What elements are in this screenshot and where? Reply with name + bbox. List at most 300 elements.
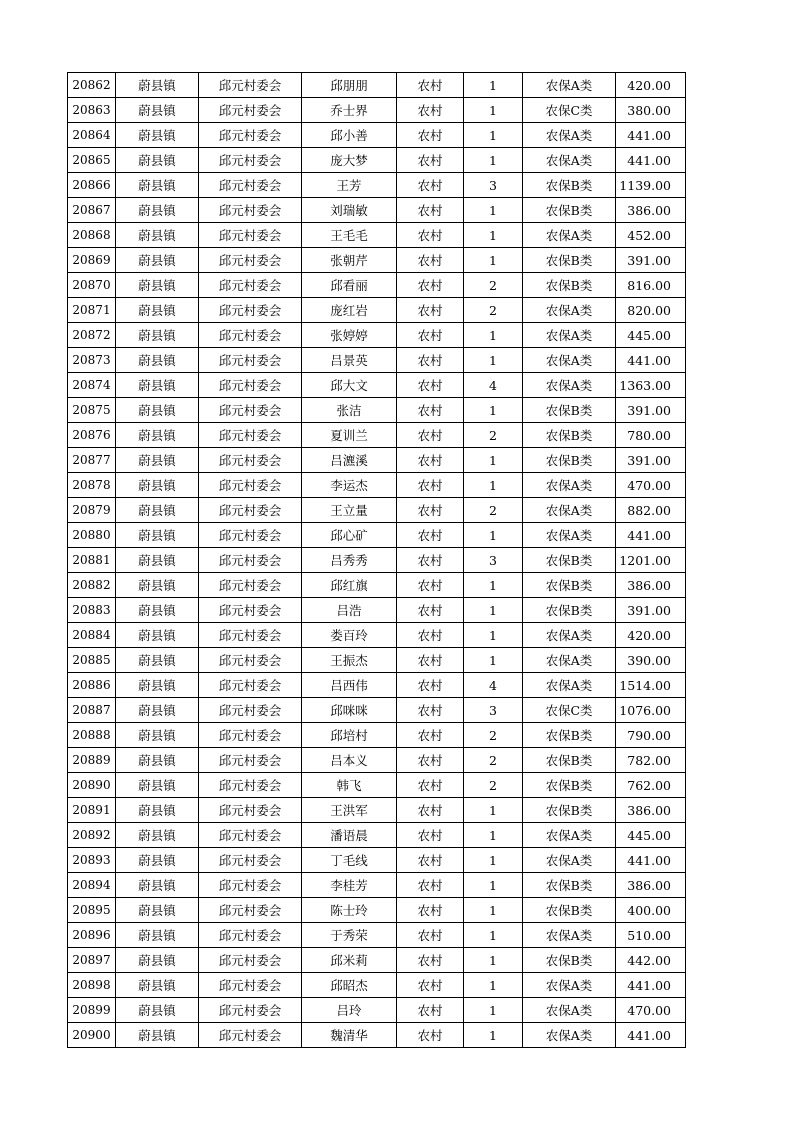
area-type-cell: 农村 [397, 498, 464, 523]
amount-cell: 780.00 [616, 423, 686, 448]
person-count-cell: 1 [464, 523, 523, 548]
amount-cell: 390.00 [616, 648, 686, 673]
person-name-cell: 夏训兰 [302, 423, 397, 448]
amount-cell: 782.00 [616, 748, 686, 773]
area-type-cell: 农村 [397, 348, 464, 373]
village-committee-cell: 邱元村委会 [199, 623, 302, 648]
person-count-cell: 1 [464, 73, 523, 98]
town-cell: 蔚县镇 [116, 448, 199, 473]
person-count-cell: 3 [464, 698, 523, 723]
record-id-cell: 20891 [68, 798, 116, 823]
insurance-category-cell: 农保B类 [523, 273, 616, 298]
area-type-cell: 农村 [397, 98, 464, 123]
person-name-cell: 王芳 [302, 173, 397, 198]
amount-cell: 442.00 [616, 948, 686, 973]
area-type-cell: 农村 [397, 248, 464, 273]
village-committee-cell: 邱元村委会 [199, 223, 302, 248]
person-name-cell: 李桂芳 [302, 873, 397, 898]
person-count-cell: 1 [464, 948, 523, 973]
amount-cell: 441.00 [616, 123, 686, 148]
area-type-cell: 农村 [397, 698, 464, 723]
person-name-cell: 乔士界 [302, 98, 397, 123]
record-id-cell: 20887 [68, 698, 116, 723]
village-committee-cell: 邱元村委会 [199, 948, 302, 973]
area-type-cell: 农村 [397, 423, 464, 448]
amount-cell: 386.00 [616, 573, 686, 598]
person-count-cell: 1 [464, 798, 523, 823]
insurance-category-cell: 农保B类 [523, 798, 616, 823]
record-id-cell: 20862 [68, 73, 116, 98]
village-committee-cell: 邱元村委会 [199, 423, 302, 448]
insurance-category-cell: 农保B类 [523, 448, 616, 473]
table-row [68, 998, 686, 1023]
insurance-category-cell: 农保B类 [523, 898, 616, 923]
person-name-cell: 王振杰 [302, 648, 397, 673]
village-committee-cell: 邱元村委会 [199, 823, 302, 848]
person-name-cell: 吕本义 [302, 748, 397, 773]
table-row [68, 723, 686, 748]
insurance-category-cell: 农保A类 [523, 848, 616, 873]
amount-cell: 391.00 [616, 248, 686, 273]
village-committee-cell: 邱元村委会 [199, 148, 302, 173]
town-cell: 蔚县镇 [116, 1023, 199, 1048]
town-cell: 蔚县镇 [116, 198, 199, 223]
area-type-cell: 农村 [397, 73, 464, 98]
person-name-cell: 张婷婷 [302, 323, 397, 348]
person-count-cell: 1 [464, 873, 523, 898]
record-id-cell: 20885 [68, 648, 116, 673]
record-id-cell: 20864 [68, 123, 116, 148]
village-committee-cell: 邱元村委会 [199, 248, 302, 273]
person-count-cell: 1 [464, 973, 523, 998]
record-id-cell: 20866 [68, 173, 116, 198]
table-row [68, 148, 686, 173]
record-id-cell: 20889 [68, 748, 116, 773]
village-committee-cell: 邱元村委会 [199, 73, 302, 98]
insurance-category-cell: 农保B类 [523, 173, 616, 198]
table-row [68, 548, 686, 573]
amount-cell: 1363.00 [616, 373, 686, 398]
village-committee-cell: 邱元村委会 [199, 748, 302, 773]
town-cell: 蔚县镇 [116, 73, 199, 98]
person-name-cell: 吕玲 [302, 998, 397, 1023]
town-cell: 蔚县镇 [116, 498, 199, 523]
record-id-cell: 20893 [68, 848, 116, 873]
person-count-cell: 1 [464, 573, 523, 598]
person-name-cell: 王立量 [302, 498, 397, 523]
person-count-cell: 1 [464, 98, 523, 123]
person-count-cell: 1 [464, 348, 523, 373]
amount-cell: 386.00 [616, 198, 686, 223]
village-committee-cell: 邱元村委会 [199, 448, 302, 473]
village-committee-cell: 邱元村委会 [199, 498, 302, 523]
person-count-cell: 1 [464, 248, 523, 273]
amount-cell: 441.00 [616, 148, 686, 173]
person-name-cell: 邱红旗 [302, 573, 397, 598]
area-type-cell: 农村 [397, 373, 464, 398]
village-committee-cell: 邱元村委会 [199, 848, 302, 873]
record-id-cell: 20896 [68, 923, 116, 948]
person-name-cell: 王洪军 [302, 798, 397, 823]
insurance-category-cell: 农保A类 [523, 373, 616, 398]
record-id-cell: 20895 [68, 898, 116, 923]
amount-cell: 820.00 [616, 298, 686, 323]
amount-cell: 470.00 [616, 473, 686, 498]
person-name-cell: 张朝芹 [302, 248, 397, 273]
amount-cell: 816.00 [616, 273, 686, 298]
record-id-cell: 20879 [68, 498, 116, 523]
person-count-cell: 1 [464, 623, 523, 648]
village-committee-cell: 邱元村委会 [199, 548, 302, 573]
amount-cell: 510.00 [616, 923, 686, 948]
insurance-category-cell: 农保A类 [523, 223, 616, 248]
area-type-cell: 农村 [397, 798, 464, 823]
amount-cell: 441.00 [616, 348, 686, 373]
amount-cell: 441.00 [616, 1023, 686, 1048]
table-row [68, 748, 686, 773]
amount-cell: 452.00 [616, 223, 686, 248]
insurance-category-cell: 农保B类 [523, 423, 616, 448]
table-row [68, 223, 686, 248]
record-id-cell: 20877 [68, 448, 116, 473]
record-id-cell: 20883 [68, 598, 116, 623]
table-row [68, 98, 686, 123]
town-cell: 蔚县镇 [116, 673, 199, 698]
table-row [68, 73, 686, 98]
area-type-cell: 农村 [397, 148, 464, 173]
village-committee-cell: 邱元村委会 [199, 773, 302, 798]
person-name-cell: 邱看丽 [302, 273, 397, 298]
person-count-cell: 1 [464, 598, 523, 623]
amount-cell: 445.00 [616, 323, 686, 348]
insurance-category-cell: 农保A类 [523, 323, 616, 348]
person-count-cell: 2 [464, 298, 523, 323]
person-count-cell: 1 [464, 998, 523, 1023]
record-id-cell: 20899 [68, 998, 116, 1023]
record-id-cell: 20867 [68, 198, 116, 223]
amount-cell: 790.00 [616, 723, 686, 748]
village-committee-cell: 邱元村委会 [199, 373, 302, 398]
village-committee-cell: 邱元村委会 [199, 173, 302, 198]
area-type-cell: 农村 [397, 323, 464, 348]
person-count-cell: 1 [464, 898, 523, 923]
insurance-category-cell: 农保B类 [523, 598, 616, 623]
insurance-category-cell: 农保A类 [523, 1023, 616, 1048]
person-count-cell: 3 [464, 548, 523, 573]
town-cell: 蔚县镇 [116, 723, 199, 748]
person-count-cell: 1 [464, 398, 523, 423]
record-id-cell: 20870 [68, 273, 116, 298]
table-row [68, 323, 686, 348]
insurance-category-cell: 农保B类 [523, 773, 616, 798]
insurance-category-cell: 农保B类 [523, 873, 616, 898]
town-cell: 蔚县镇 [116, 773, 199, 798]
village-committee-cell: 邱元村委会 [199, 698, 302, 723]
amount-cell: 441.00 [616, 848, 686, 873]
area-type-cell: 农村 [397, 998, 464, 1023]
town-cell: 蔚县镇 [116, 823, 199, 848]
town-cell: 蔚县镇 [116, 898, 199, 923]
table-row [68, 248, 686, 273]
record-id-cell: 20881 [68, 548, 116, 573]
village-committee-cell: 邱元村委会 [199, 98, 302, 123]
person-name-cell: 邱米莉 [302, 948, 397, 973]
town-cell: 蔚县镇 [116, 998, 199, 1023]
town-cell: 蔚县镇 [116, 423, 199, 448]
area-type-cell: 农村 [397, 748, 464, 773]
area-type-cell: 农村 [397, 673, 464, 698]
record-id-cell: 20890 [68, 773, 116, 798]
record-id-cell: 20892 [68, 823, 116, 848]
amount-cell: 386.00 [616, 873, 686, 898]
record-id-cell: 20898 [68, 973, 116, 998]
record-id-cell: 20900 [68, 1023, 116, 1048]
record-id-cell: 20884 [68, 623, 116, 648]
person-name-cell: 于秀荣 [302, 923, 397, 948]
area-type-cell: 农村 [397, 898, 464, 923]
record-id-cell: 20894 [68, 873, 116, 898]
town-cell: 蔚县镇 [116, 698, 199, 723]
town-cell: 蔚县镇 [116, 123, 199, 148]
person-count-cell: 1 [464, 823, 523, 848]
village-committee-cell: 邱元村委会 [199, 198, 302, 223]
record-id-cell: 20882 [68, 573, 116, 598]
town-cell: 蔚县镇 [116, 148, 199, 173]
amount-cell: 1139.00 [616, 173, 686, 198]
table-row [68, 298, 686, 323]
insurance-category-cell: 农保B类 [523, 948, 616, 973]
person-count-cell: 1 [464, 198, 523, 223]
area-type-cell: 农村 [397, 173, 464, 198]
person-count-cell: 4 [464, 673, 523, 698]
person-count-cell: 2 [464, 423, 523, 448]
town-cell: 蔚县镇 [116, 248, 199, 273]
record-id-cell: 20865 [68, 148, 116, 173]
town-cell: 蔚县镇 [116, 298, 199, 323]
record-id-cell: 20874 [68, 373, 116, 398]
table-row [68, 498, 686, 523]
record-id-cell: 20888 [68, 723, 116, 748]
insurance-category-cell: 农保A类 [523, 998, 616, 1023]
person-count-cell: 1 [464, 148, 523, 173]
town-cell: 蔚县镇 [116, 523, 199, 548]
town-cell: 蔚县镇 [116, 873, 199, 898]
record-id-cell: 20872 [68, 323, 116, 348]
area-type-cell: 农村 [397, 723, 464, 748]
person-count-cell: 1 [464, 923, 523, 948]
person-name-cell: 邱昭杰 [302, 973, 397, 998]
village-committee-cell: 邱元村委会 [199, 573, 302, 598]
area-type-cell: 农村 [397, 873, 464, 898]
table-row [68, 348, 686, 373]
village-committee-cell: 邱元村委会 [199, 1023, 302, 1048]
person-count-cell: 1 [464, 648, 523, 673]
area-type-cell: 农村 [397, 773, 464, 798]
table-row [68, 573, 686, 598]
town-cell: 蔚县镇 [116, 573, 199, 598]
person-count-cell: 2 [464, 273, 523, 298]
town-cell: 蔚县镇 [116, 648, 199, 673]
record-id-cell: 20897 [68, 948, 116, 973]
amount-cell: 391.00 [616, 398, 686, 423]
insurance-category-cell: 农保A类 [523, 473, 616, 498]
amount-cell: 470.00 [616, 998, 686, 1023]
town-cell: 蔚县镇 [116, 273, 199, 298]
table-row [68, 848, 686, 873]
area-type-cell: 农村 [397, 273, 464, 298]
person-count-cell: 4 [464, 373, 523, 398]
village-committee-cell: 邱元村委会 [199, 123, 302, 148]
person-name-cell: 潘语晨 [302, 823, 397, 848]
town-cell: 蔚县镇 [116, 598, 199, 623]
insurance-category-cell: 农保A类 [523, 673, 616, 698]
insurance-category-cell: 农保A类 [523, 298, 616, 323]
person-name-cell: 邱心矿 [302, 523, 397, 548]
amount-cell: 1076.00 [616, 698, 686, 723]
table-row [68, 123, 686, 148]
insurance-category-cell: 农保A类 [523, 523, 616, 548]
table-row [68, 773, 686, 798]
town-cell: 蔚县镇 [116, 98, 199, 123]
table-row [68, 923, 686, 948]
insurance-category-cell: 农保B类 [523, 723, 616, 748]
person-count-cell: 1 [464, 1023, 523, 1048]
person-name-cell: 邱培村 [302, 723, 397, 748]
area-type-cell: 农村 [397, 848, 464, 873]
record-id-cell: 20869 [68, 248, 116, 273]
village-committee-cell: 邱元村委会 [199, 873, 302, 898]
amount-cell: 1514.00 [616, 673, 686, 698]
table-row [68, 173, 686, 198]
area-type-cell: 农村 [397, 948, 464, 973]
table-row [68, 373, 686, 398]
area-type-cell: 农村 [397, 923, 464, 948]
table-row [68, 648, 686, 673]
area-type-cell: 农村 [397, 398, 464, 423]
person-name-cell: 丁毛线 [302, 848, 397, 873]
record-id-cell: 20878 [68, 473, 116, 498]
amount-cell: 420.00 [616, 73, 686, 98]
town-cell: 蔚县镇 [116, 473, 199, 498]
village-committee-cell: 邱元村委会 [199, 273, 302, 298]
person-count-cell: 3 [464, 173, 523, 198]
area-type-cell: 农村 [397, 623, 464, 648]
person-name-cell: 吕西伟 [302, 673, 397, 698]
area-type-cell: 农村 [397, 823, 464, 848]
records-table [67, 72, 686, 1048]
person-name-cell: 吕瀌溪 [302, 448, 397, 473]
person-count-cell: 2 [464, 498, 523, 523]
town-cell: 蔚县镇 [116, 748, 199, 773]
table-row [68, 448, 686, 473]
table-row [68, 273, 686, 298]
person-name-cell: 娄百玲 [302, 623, 397, 648]
town-cell: 蔚县镇 [116, 323, 199, 348]
table-row [68, 623, 686, 648]
person-count-cell: 2 [464, 723, 523, 748]
person-name-cell: 王毛毛 [302, 223, 397, 248]
person-name-cell: 李运杰 [302, 473, 397, 498]
person-count-cell: 1 [464, 123, 523, 148]
town-cell: 蔚县镇 [116, 373, 199, 398]
village-committee-cell: 邱元村委会 [199, 648, 302, 673]
village-committee-cell: 邱元村委会 [199, 398, 302, 423]
insurance-category-cell: 农保A类 [523, 973, 616, 998]
town-cell: 蔚县镇 [116, 973, 199, 998]
amount-cell: 420.00 [616, 623, 686, 648]
town-cell: 蔚县镇 [116, 923, 199, 948]
person-count-cell: 1 [464, 473, 523, 498]
village-committee-cell: 邱元村委会 [199, 723, 302, 748]
area-type-cell: 农村 [397, 473, 464, 498]
area-type-cell: 农村 [397, 223, 464, 248]
table-row [68, 523, 686, 548]
area-type-cell: 农村 [397, 548, 464, 573]
amount-cell: 400.00 [616, 898, 686, 923]
insurance-category-cell: 农保A类 [523, 148, 616, 173]
person-name-cell: 魏清华 [302, 1023, 397, 1048]
table-row [68, 873, 686, 898]
person-name-cell: 邱咪咪 [302, 698, 397, 723]
insurance-category-cell: 农保A类 [523, 348, 616, 373]
table-row [68, 798, 686, 823]
area-type-cell: 农村 [397, 598, 464, 623]
person-name-cell: 陈士玲 [302, 898, 397, 923]
person-name-cell: 刘瑞敏 [302, 198, 397, 223]
village-committee-cell: 邱元村委会 [199, 323, 302, 348]
village-committee-cell: 邱元村委会 [199, 973, 302, 998]
village-committee-cell: 邱元村委会 [199, 598, 302, 623]
village-committee-cell: 邱元村委会 [199, 998, 302, 1023]
table-row [68, 948, 686, 973]
table-row [68, 473, 686, 498]
amount-cell: 380.00 [616, 98, 686, 123]
table-row [68, 1023, 686, 1048]
person-count-cell: 2 [464, 773, 523, 798]
area-type-cell: 农村 [397, 198, 464, 223]
village-committee-cell: 邱元村委会 [199, 473, 302, 498]
person-name-cell: 韩飞 [302, 773, 397, 798]
table-row [68, 673, 686, 698]
person-name-cell: 庞红岩 [302, 298, 397, 323]
table-row [68, 973, 686, 998]
person-count-cell: 1 [464, 323, 523, 348]
area-type-cell: 农村 [397, 448, 464, 473]
area-type-cell: 农村 [397, 523, 464, 548]
person-count-cell: 1 [464, 848, 523, 873]
area-type-cell: 农村 [397, 123, 464, 148]
table-row [68, 198, 686, 223]
insurance-category-cell: 农保B类 [523, 573, 616, 598]
insurance-category-cell: 农保A类 [523, 73, 616, 98]
insurance-category-cell: 农保A类 [523, 623, 616, 648]
person-name-cell: 吕浩 [302, 598, 397, 623]
town-cell: 蔚县镇 [116, 348, 199, 373]
town-cell: 蔚县镇 [116, 173, 199, 198]
records-body [68, 73, 686, 1048]
village-committee-cell: 邱元村委会 [199, 298, 302, 323]
insurance-category-cell: 农保A类 [523, 823, 616, 848]
table-row [68, 898, 686, 923]
town-cell: 蔚县镇 [116, 548, 199, 573]
person-name-cell: 邱大文 [302, 373, 397, 398]
record-id-cell: 20876 [68, 423, 116, 448]
town-cell: 蔚县镇 [116, 948, 199, 973]
insurance-category-cell: 农保B类 [523, 398, 616, 423]
amount-cell: 391.00 [616, 598, 686, 623]
insurance-category-cell: 农保C类 [523, 98, 616, 123]
village-committee-cell: 邱元村委会 [199, 523, 302, 548]
